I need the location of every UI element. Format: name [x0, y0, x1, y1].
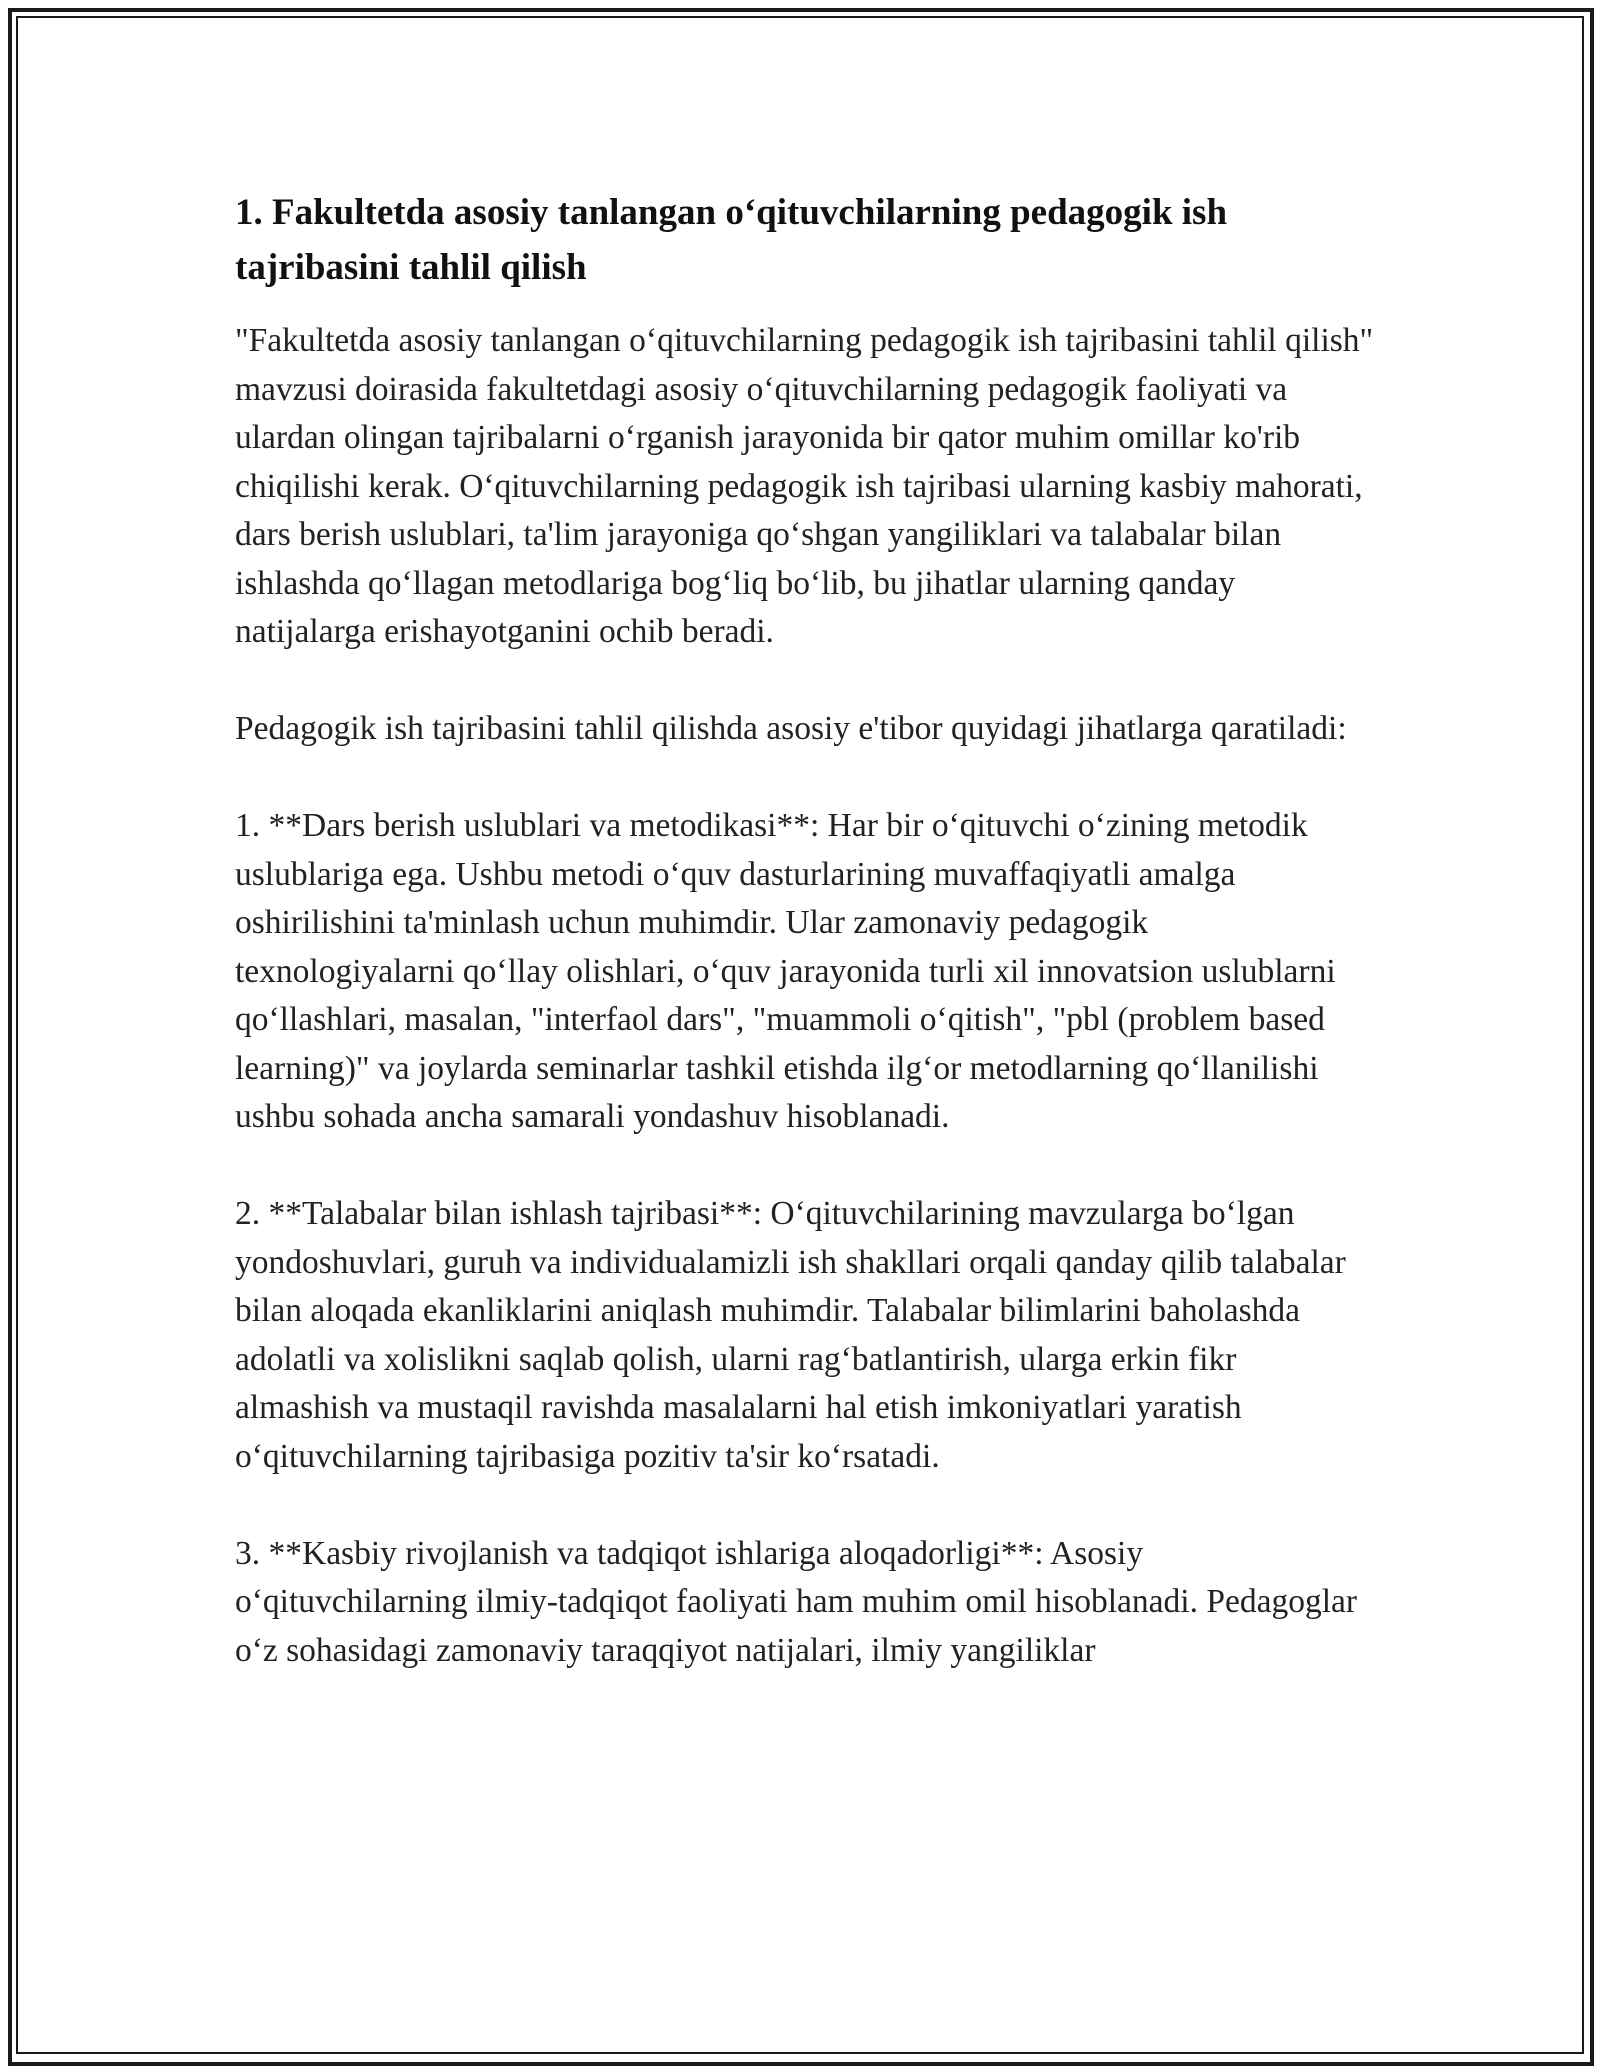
- point-1-paragraph: 1. **Dars berish uslublari va metodikasi**: Har bir o‘qituvchi o‘zining metodik uslublariga ega. Ushbu metodi o‘quv dasturlarining muvaffaqiyatli amalga oshirilishini ta'minlash uchun muhimdir. Ular zamonaviy pedagogik texnologiyalarni qo‘llay olishlari, o‘quv jarayonida turli xil innovatsion uslublarni qo‘llashlari, masalan, "interfaol dars", "muammoli o‘qitish", "pbl (problem based learning)" va joylarda seminarlar tashkil etishda ilg‘or metodlarning qo‘llanilishi ushbu sohada ancha samarali yondashuv hisoblanadi.: [235, 807, 1336, 1135]
- focus-paragraph: Pedagogik ish tajribasini tahlil qilishda asosiy e'tibor quyidagi jihatlarga qaratiladi:: [235, 710, 1347, 747]
- document-body: [235, 185, 1375, 1724]
- point-2-paragraph: 2. **Talabalar bilan ishlash tajribasi**: O‘qituvchilarining mavzularga bo‘lgan yondoshuvlari, guruh va individualamizli ish shakllari orqali qanday qilib talabalar bilan aloqada ekanliklarini aniqlash muhimdir. Talabalar bilimlarini baholashda adolatli va xolislikni saqlab qolish, ularni rag‘batlantirish, ularga erkin fikr almashish va mustaqil ravishda masalalarni hal etish imkoniyatlari yaratish o‘qituvchilarning tajribasiga pozitiv ta'sir ko‘rsatadi.: [235, 1195, 1346, 1475]
- point-3-paragraph: 3. **Kasbiy rivojlanish va tadqiqot ishlariga aloqadorligi**: Asosiy o‘qituvchilarning ilmiy-tadqiqot faoliyati ham muhim omil hisoblanadi. Pedagoglar o‘z sohasidagi zamonaviy taraqqiyot natijalari, ilmiy yangiliklar: [235, 1534, 1358, 1669]
- section-heading: 1. Fakultetda asosiy tanlangan o‘qituvchilarning pedagogik ish tajribasini tahlil qilish: [235, 192, 1228, 288]
- intro-paragraph: "Fakultetda asosiy tanlangan o‘qituvchilarning pedagogik ish tajribasini tahlil qilish" mavzusi doirasida fakultetdagi asosiy o‘qituvchilarning pedagogik faoliyati va ulardan olingan tajribalarni o‘rganish jarayonida bir qator muhim omillar ko'rib chiqilishi kerak. O‘qituvchilarning pedagogik ish tajribasi ularning kasbiy mahorati, dars berish uslublari, ta'lim jarayoniga qo‘shgan yangiliklari va talabalar bilan ishlashda qo‘llagan metodlariga bog‘liq bo‘lib, bu jihatlar ularning qanday natijalarga erishayotganini ochib beradi.: [235, 322, 1374, 650]
